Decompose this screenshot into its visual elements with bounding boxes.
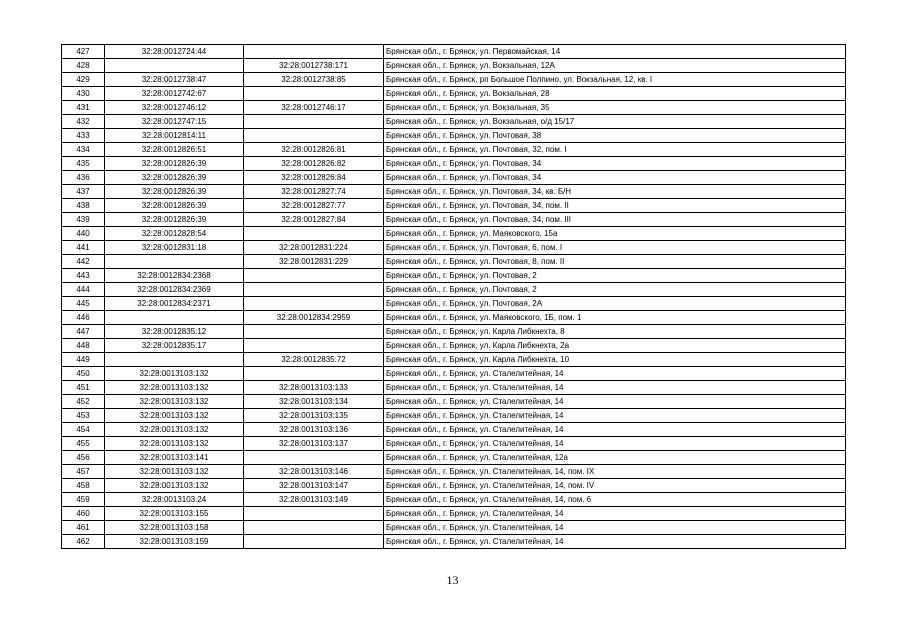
- table-row: [62, 297, 846, 311]
- cadastral-number-cell: 32:28:0013103:132: [105, 479, 244, 493]
- building-cadastral-number-cell: 32:28:0012835:72: [244, 353, 384, 367]
- table-row: [62, 101, 846, 115]
- cadastral-number-cell: 32:28:0012826:39: [105, 157, 244, 171]
- building-cadastral-number-cell: 32:28:0013103:149: [244, 493, 384, 507]
- table-row: [62, 171, 846, 185]
- cadastral-number-cell: 32:28:0012826:39: [105, 213, 244, 227]
- address-cell: Брянская обл., г. Брянск, ул. Маяковского, 1Б, пом. 1: [384, 311, 846, 325]
- cadastral-number-cell: 32:28:0013103:159: [105, 535, 244, 549]
- row-number-cell: 447: [62, 325, 105, 339]
- cadastral-number-cell: 32:28:0012814:11: [105, 129, 244, 143]
- building-cadastral-number-cell: [244, 507, 384, 521]
- building-cadastral-number-cell: 32:28:0012827:74: [244, 185, 384, 199]
- cadastral-number-cell: 32:28:0013103:132: [105, 381, 244, 395]
- building-cadastral-number-cell: 32:28:0012826:84: [244, 171, 384, 185]
- row-number-cell: 461: [62, 521, 105, 535]
- table-row: [62, 507, 846, 521]
- address-cell: Брянская обл., г. Брянск, ул. Почтовая, 34, пом. III: [384, 213, 846, 227]
- row-number-cell: 443: [62, 269, 105, 283]
- row-number-cell: 462: [62, 535, 105, 549]
- cadastral-number-cell: 32:28:0012724:44: [105, 45, 244, 59]
- table-row: [62, 479, 846, 493]
- row-number-cell: 448: [62, 339, 105, 353]
- page-number: 13: [446, 573, 459, 587]
- table-row: [62, 227, 846, 241]
- cadastral-number-cell: 32:28:0012834:2369: [105, 283, 244, 297]
- address-cell: Брянская обл., г. Брянск, ул. Вокзальная, 12А: [384, 59, 846, 73]
- address-cell: Брянская обл., г. Брянск, ул. Сталелитейная, 14: [384, 367, 846, 381]
- building-cadastral-number-cell: 32:28:0013103:134: [244, 395, 384, 409]
- row-number-cell: 427: [62, 45, 105, 59]
- table-row: [62, 73, 846, 87]
- building-cadastral-number-cell: 32:28:0013103:146: [244, 465, 384, 479]
- cadastral-number-cell: 32:28:0012742:67: [105, 87, 244, 101]
- building-cadastral-number-cell: [244, 325, 384, 339]
- cadastral-number-cell: 32:28:0013103:132: [105, 437, 244, 451]
- building-cadastral-number-cell: 32:28:0013103:133: [244, 381, 384, 395]
- building-cadastral-number-cell: 32:28:0012826:81: [244, 143, 384, 157]
- row-number-cell: 441: [62, 241, 105, 255]
- address-cell: Брянская обл., г. Брянск, ул. Сталелитейная, 14: [384, 423, 846, 437]
- table-row: [62, 157, 846, 171]
- building-cadastral-number-cell: 32:28:0012827:77: [244, 199, 384, 213]
- address-cell: Брянская обл., г. Брянск, ул. Почтовая, 34: [384, 157, 846, 171]
- cadastral-number-cell: 32:28:0012747:15: [105, 115, 244, 129]
- building-cadastral-number-cell: 32:28:0012831:229: [244, 255, 384, 269]
- row-number-cell: 446: [62, 311, 105, 325]
- table-row: [62, 521, 846, 535]
- row-number-cell: 457: [62, 465, 105, 479]
- cadastral-number-cell: 32:28:0013103:158: [105, 521, 244, 535]
- building-cadastral-number-cell: 32:28:0013103:135: [244, 409, 384, 423]
- building-cadastral-number-cell: [244, 269, 384, 283]
- cadastral-number-cell: 32:28:0013103:132: [105, 367, 244, 381]
- row-number-cell: 454: [62, 423, 105, 437]
- row-number-cell: 428: [62, 59, 105, 73]
- cadastral-number-cell: 32:28:0012834:2371: [105, 297, 244, 311]
- address-cell: Брянская обл., г. Брянск, ул. Вокзальная, 35: [384, 101, 846, 115]
- row-number-cell: 439: [62, 213, 105, 227]
- address-cell: Брянская обл., г. Брянск, ул. Сталелитейная, 14, пом. IX: [384, 465, 846, 479]
- table-row: [62, 269, 846, 283]
- building-cadastral-number-cell: [244, 535, 384, 549]
- table-row: [62, 451, 846, 465]
- table-row: [62, 353, 846, 367]
- building-cadastral-number-cell: [244, 297, 384, 311]
- building-cadastral-number-cell: 32:28:0012738:171: [244, 59, 384, 73]
- row-number-cell: 433: [62, 129, 105, 143]
- table-row: [62, 115, 846, 129]
- row-number-cell: 432: [62, 115, 105, 129]
- row-number-cell: 445: [62, 297, 105, 311]
- address-cell: Брянская обл., г. Брянск, ул. Почтовая, 8, пом. II: [384, 255, 846, 269]
- address-cell: Брянская обл., г. Брянск, ул. Сталелитейная, 14: [384, 521, 846, 535]
- building-cadastral-number-cell: [244, 227, 384, 241]
- row-number-cell: 450: [62, 367, 105, 381]
- cadastral-number-cell: 32:28:0013103:132: [105, 409, 244, 423]
- cadastral-number-cell: [105, 255, 244, 269]
- cadastral-number-cell: 32:28:0013103:132: [105, 465, 244, 479]
- table-row: [62, 339, 846, 353]
- cadastral-number-cell: 32:28:0012826:51: [105, 143, 244, 157]
- cadastral-number-cell: 32:28:0013103:155: [105, 507, 244, 521]
- building-cadastral-number-cell: 32:28:0012827:84: [244, 213, 384, 227]
- address-cell: Брянская обл., г. Брянск, ул. Вокзальная, о/д 15/17: [384, 115, 846, 129]
- row-number-cell: 436: [62, 171, 105, 185]
- cadastral-number-cell: 32:28:0012831:18: [105, 241, 244, 255]
- register-table-body: [62, 45, 846, 549]
- table-row: [62, 87, 846, 101]
- table-row: [62, 465, 846, 479]
- address-cell: Брянская обл., г. Брянск, ул. Сталелитейная, 14: [384, 437, 846, 451]
- building-cadastral-number-cell: [244, 129, 384, 143]
- cadastral-number-cell: 32:28:0012834:2368: [105, 269, 244, 283]
- address-cell: Брянская обл., г. Брянск, ул. Сталелитейная, 14: [384, 395, 846, 409]
- table-row: [62, 143, 846, 157]
- row-number-cell: 449: [62, 353, 105, 367]
- address-cell: Брянская обл., г. Брянск, ул. Сталелитейная, 14: [384, 535, 846, 549]
- address-cell: Брянская обл., г. Брянск, ул. Почтовая, 34, пом. II: [384, 199, 846, 213]
- address-cell: Брянская обл., г. Брянск, ул. Сталелитейная, 14, пом. 6: [384, 493, 846, 507]
- cadastral-number-cell: 32:28:0012828:54: [105, 227, 244, 241]
- table-row: [62, 535, 846, 549]
- table-row: [62, 129, 846, 143]
- address-cell: Брянская обл., г. Брянск, ул. Сталелитейная, 14: [384, 507, 846, 521]
- table-row: [62, 395, 846, 409]
- row-number-cell: 435: [62, 157, 105, 171]
- cadastral-number-cell: 32:28:0012826:39: [105, 199, 244, 213]
- cadastral-number-cell: 32:28:0013103:132: [105, 423, 244, 437]
- table-row: [62, 283, 846, 297]
- cadastral-number-cell: 32:28:0012835:17: [105, 339, 244, 353]
- building-cadastral-number-cell: [244, 339, 384, 353]
- building-cadastral-number-cell: [244, 283, 384, 297]
- row-number-cell: 444: [62, 283, 105, 297]
- row-number-cell: 460: [62, 507, 105, 521]
- address-cell: Брянская обл., г. Брянск, ул. Почтовая, 2: [384, 269, 846, 283]
- building-cadastral-number-cell: 32:28:0012831:224: [244, 241, 384, 255]
- address-cell: Брянская обл., г. Брянск, рп Большое Полпино, ул. Вокзальная, 12, кв. I: [384, 73, 846, 87]
- row-number-cell: 434: [62, 143, 105, 157]
- table-row: [62, 423, 846, 437]
- address-cell: Брянская обл., г. Брянск, ул. Почтовая, 38: [384, 129, 846, 143]
- address-cell: Брянская обл., г. Брянск, ул. Почтовая, 34, кв. Б/Н: [384, 185, 846, 199]
- cadastral-number-cell: 32:28:0013103:24: [105, 493, 244, 507]
- building-cadastral-number-cell: [244, 521, 384, 535]
- row-number-cell: 458: [62, 479, 105, 493]
- cadastral-number-cell: 32:28:0012826:39: [105, 171, 244, 185]
- register-table: [61, 44, 846, 549]
- table-row: [62, 213, 846, 227]
- table-row: [62, 437, 846, 451]
- address-cell: Брянская обл., г. Брянск, ул. Сталелитейная, 14, пом. IV: [384, 479, 846, 493]
- address-cell: Брянская обл., г. Брянск, ул. Первомайская, 14: [384, 45, 846, 59]
- cadastral-number-cell: 32:28:0013103:141: [105, 451, 244, 465]
- cadastral-number-cell: 32:28:0012835:12: [105, 325, 244, 339]
- address-cell: Брянская обл., г. Брянск, ул. Карла Либкнехта, 8: [384, 325, 846, 339]
- row-number-cell: 442: [62, 255, 105, 269]
- building-cadastral-number-cell: 32:28:0012826:82: [244, 157, 384, 171]
- cadastral-number-cell: 32:28:0012746:12: [105, 101, 244, 115]
- table-row: [62, 199, 846, 213]
- building-cadastral-number-cell: [244, 367, 384, 381]
- row-number-cell: 455: [62, 437, 105, 451]
- cadastral-number-cell: [105, 59, 244, 73]
- cadastral-number-cell: 32:28:0012738:47: [105, 73, 244, 87]
- address-cell: Брянская обл., г. Брянск, ул. Сталелитейная, 14: [384, 409, 846, 423]
- address-cell: Брянская обл., г. Брянск, ул. Почтовая, 2А: [384, 297, 846, 311]
- address-cell: Брянская обл., г. Брянск, ул. Карла Либкнехта, 10: [384, 353, 846, 367]
- cadastral-number-cell: [105, 353, 244, 367]
- cadastral-number-cell: [105, 311, 244, 325]
- building-cadastral-number-cell: 32:28:0013103:136: [244, 423, 384, 437]
- address-cell: Брянская обл., г. Брянск, ул. Почтовая, 6, пом. I: [384, 241, 846, 255]
- row-number-cell: 452: [62, 395, 105, 409]
- cadastral-number-cell: 32:28:0013103:132: [105, 395, 244, 409]
- row-number-cell: 429: [62, 73, 105, 87]
- building-cadastral-number-cell: [244, 45, 384, 59]
- cadastral-number-cell: 32:28:0012826:39: [105, 185, 244, 199]
- table-row: [62, 409, 846, 423]
- row-number-cell: 451: [62, 381, 105, 395]
- row-number-cell: 453: [62, 409, 105, 423]
- row-number-cell: 440: [62, 227, 105, 241]
- building-cadastral-number-cell: 32:28:0012746:17: [244, 101, 384, 115]
- row-number-cell: 438: [62, 199, 105, 213]
- table-row: [62, 367, 846, 381]
- table-row: [62, 185, 846, 199]
- table-row: [62, 45, 846, 59]
- row-number-cell: 430: [62, 87, 105, 101]
- address-cell: Брянская обл., г. Брянск, ул. Почтовая, 34: [384, 171, 846, 185]
- table-row: [62, 255, 846, 269]
- address-cell: Брянская обл., г. Брянск, ул. Почтовая, 2: [384, 283, 846, 297]
- building-cadastral-number-cell: 32:28:0012738:85: [244, 73, 384, 87]
- address-cell: Брянская обл., г. Брянск, ул. Вокзальная, 28: [384, 87, 846, 101]
- table-row: [62, 241, 846, 255]
- row-number-cell: 459: [62, 493, 105, 507]
- address-cell: Брянская обл., г. Брянск, ул. Почтовая, 32, пом. I: [384, 143, 846, 157]
- row-number-cell: 437: [62, 185, 105, 199]
- table-row: [62, 325, 846, 339]
- building-cadastral-number-cell: [244, 451, 384, 465]
- building-cadastral-number-cell: 32:28:0012834:2959: [244, 311, 384, 325]
- address-cell: Брянская обл., г. Брянск, ул. Сталелитейная, 12а: [384, 451, 846, 465]
- address-cell: Брянская обл., г. Брянск, ул. Маяковского, 15а: [384, 227, 846, 241]
- table-row: [62, 493, 846, 507]
- row-number-cell: 456: [62, 451, 105, 465]
- row-number-cell: 431: [62, 101, 105, 115]
- building-cadastral-number-cell: [244, 87, 384, 101]
- table-row: [62, 381, 846, 395]
- address-cell: Брянская обл., г. Брянск, ул. Карла Либкнехта, 2а: [384, 339, 846, 353]
- table-row: [62, 311, 846, 325]
- building-cadastral-number-cell: [244, 115, 384, 129]
- address-cell: Брянская обл., г. Брянск, ул. Сталелитейная, 14: [384, 381, 846, 395]
- building-cadastral-number-cell: 32:28:0013103:137: [244, 437, 384, 451]
- building-cadastral-number-cell: 32:28:0013103:147: [244, 479, 384, 493]
- table-row: [62, 59, 846, 73]
